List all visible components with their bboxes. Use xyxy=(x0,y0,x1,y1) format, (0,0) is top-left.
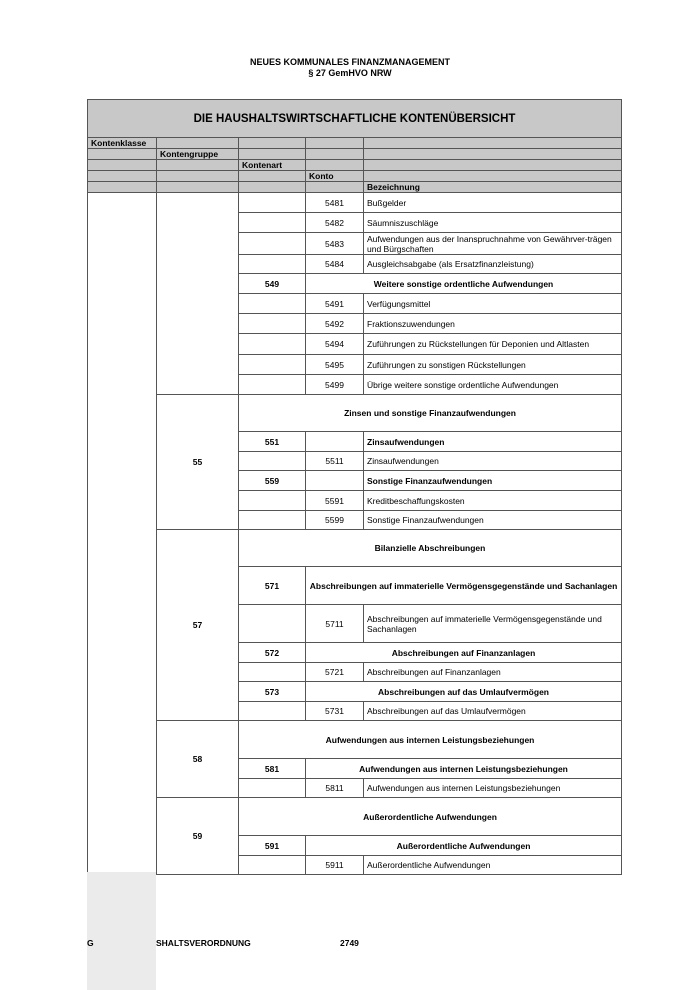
konto-label: Abschreibungen auf Finanzanlagen xyxy=(364,663,622,682)
konto-label: Zuführungen zu sonstigen Rückstellungen xyxy=(364,355,622,375)
konto-label: Ausgleichsabgabe (als Ersatzfinanzleistung) xyxy=(364,255,622,274)
konto-label: Fraktionszuwendungen xyxy=(364,314,622,334)
konto-number: 5484 xyxy=(306,255,364,274)
kontengruppe-number: 58 xyxy=(157,721,239,798)
table-row xyxy=(88,798,622,836)
konto-label: Abschreibungen auf das Umlaufvermögen xyxy=(364,702,622,721)
konto-number: 5599 xyxy=(306,511,364,530)
konto-number: 5721 xyxy=(306,663,364,682)
konto-number: 5482 xyxy=(306,213,364,233)
kontenklasse-cell xyxy=(88,193,157,875)
konto-number: 5591 xyxy=(306,491,364,511)
konto-number: 5711 xyxy=(306,605,364,643)
kontenart-label: Weitere sonstige ordentliche Aufwendungen xyxy=(306,274,622,294)
konto-number: 5511 xyxy=(306,452,364,471)
konto-label: Sonstige Finanzaufwendungen xyxy=(364,511,622,530)
kontenart-label: Abschreibungen auf immaterielle Vermögensgegenstände und Sachanlagen xyxy=(306,567,622,605)
konto-number: 5494 xyxy=(306,334,364,355)
footer-left-text: G xyxy=(87,938,94,948)
table-row xyxy=(88,193,622,213)
level-konto: Konto xyxy=(306,171,364,182)
page-number: 2749 xyxy=(340,938,359,948)
kontengruppe-label: Zinsen und sonstige Finanzaufwendungen xyxy=(239,395,622,432)
konto-number: 5491 xyxy=(306,294,364,314)
kontenart-number: 573 xyxy=(239,682,306,702)
kontenart-number: 572 xyxy=(239,643,306,663)
table-row xyxy=(88,395,622,432)
kontenart-label: Abschreibungen auf das Umlaufvermögen xyxy=(306,682,622,702)
kontengruppe-label: Aufwendungen aus internen Leistungsbeziehungen xyxy=(239,721,622,759)
level-kontengruppe: Kontengruppe xyxy=(157,149,239,160)
konto-label: Verfügungsmittel xyxy=(364,294,622,314)
konto-label: Außerordentliche Aufwendungen xyxy=(364,856,622,875)
level-bezeichnung: Bezeichnung xyxy=(364,182,622,193)
table-row xyxy=(88,530,622,567)
konto-number: 5483 xyxy=(306,233,364,255)
kontenart-number: 571 xyxy=(239,567,306,605)
kontengruppe-number: 59 xyxy=(157,798,239,875)
kontenart-number: 551 xyxy=(239,432,306,452)
konto-label: Aufwendungen aus der Inanspruchnahme von Gewährver-trägen und Bürgschaften xyxy=(364,233,622,255)
konto-label: Bußgelder xyxy=(364,193,622,213)
konto-number: 5811 xyxy=(306,779,364,798)
konto-number: 5499 xyxy=(306,375,364,395)
konto-number: 5481 xyxy=(306,193,364,213)
document-header-title: NEUES KOMMUNALES FINANZMANAGEMENT xyxy=(250,57,450,67)
konto-label: Säumniszuschläge xyxy=(364,213,622,233)
level-kontenklasse: Kontenklasse xyxy=(88,138,157,149)
konto-number: 5495 xyxy=(306,355,364,375)
konto-label: Abschreibungen auf immaterielle Vermögensgegenstände und Sachanlagen xyxy=(364,605,622,643)
kontengruppe-label: Außerordentliche Aufwendungen xyxy=(239,798,622,836)
konto-label: Aufwendungen aus internen Leistungsbeziehungen xyxy=(364,779,622,798)
kontenart-number: 581 xyxy=(239,759,306,779)
kontenart-number: 559 xyxy=(239,471,306,491)
konto-label: Kreditbeschaffungskosten xyxy=(364,491,622,511)
kontengruppe-label: Bilanzielle Abschreibungen xyxy=(239,530,622,567)
konto-label: Zinsaufwendungen xyxy=(364,452,622,471)
kontengruppe-number: 55 xyxy=(157,395,239,530)
kontenart-label: Abschreibungen auf Finanzanlagen xyxy=(306,643,622,663)
footer-title: SHALTSVERORDNUNG xyxy=(156,938,251,948)
kontenart-number: 549 xyxy=(239,274,306,294)
kontenart-label: Sonstige Finanzaufwendungen xyxy=(364,471,622,491)
konto-number: 5492 xyxy=(306,314,364,334)
kontenart-label: Zinsaufwendungen xyxy=(364,432,622,452)
document-header-paragraph: § 27 GemHVO NRW xyxy=(308,68,392,78)
kontenart-number: 591 xyxy=(239,836,306,856)
konto-number: 5911 xyxy=(306,856,364,875)
table-title: DIE HAUSHALTSWIRTSCHAFTLICHE KONTENÜBERSICHT xyxy=(88,100,622,138)
level-kontenart: Kontenart xyxy=(239,160,306,171)
kontenart-label: Aufwendungen aus internen Leistungsbeziehungen xyxy=(306,759,622,779)
konto-number: 5731 xyxy=(306,702,364,721)
table-row xyxy=(88,721,622,759)
konto-label: Übrige weitere sonstige ordentliche Aufwendungen xyxy=(364,375,622,395)
konto-label: Zuführungen zu Rückstellungen für Deponien und Altlasten xyxy=(364,334,622,355)
kontengruppe-number: 57 xyxy=(157,530,239,721)
kontenart-label: Außerordentliche Aufwendungen xyxy=(306,836,622,856)
kontenuebersicht-table xyxy=(87,99,622,875)
kontengruppe-cell xyxy=(157,193,239,395)
margin-shading xyxy=(87,872,156,990)
